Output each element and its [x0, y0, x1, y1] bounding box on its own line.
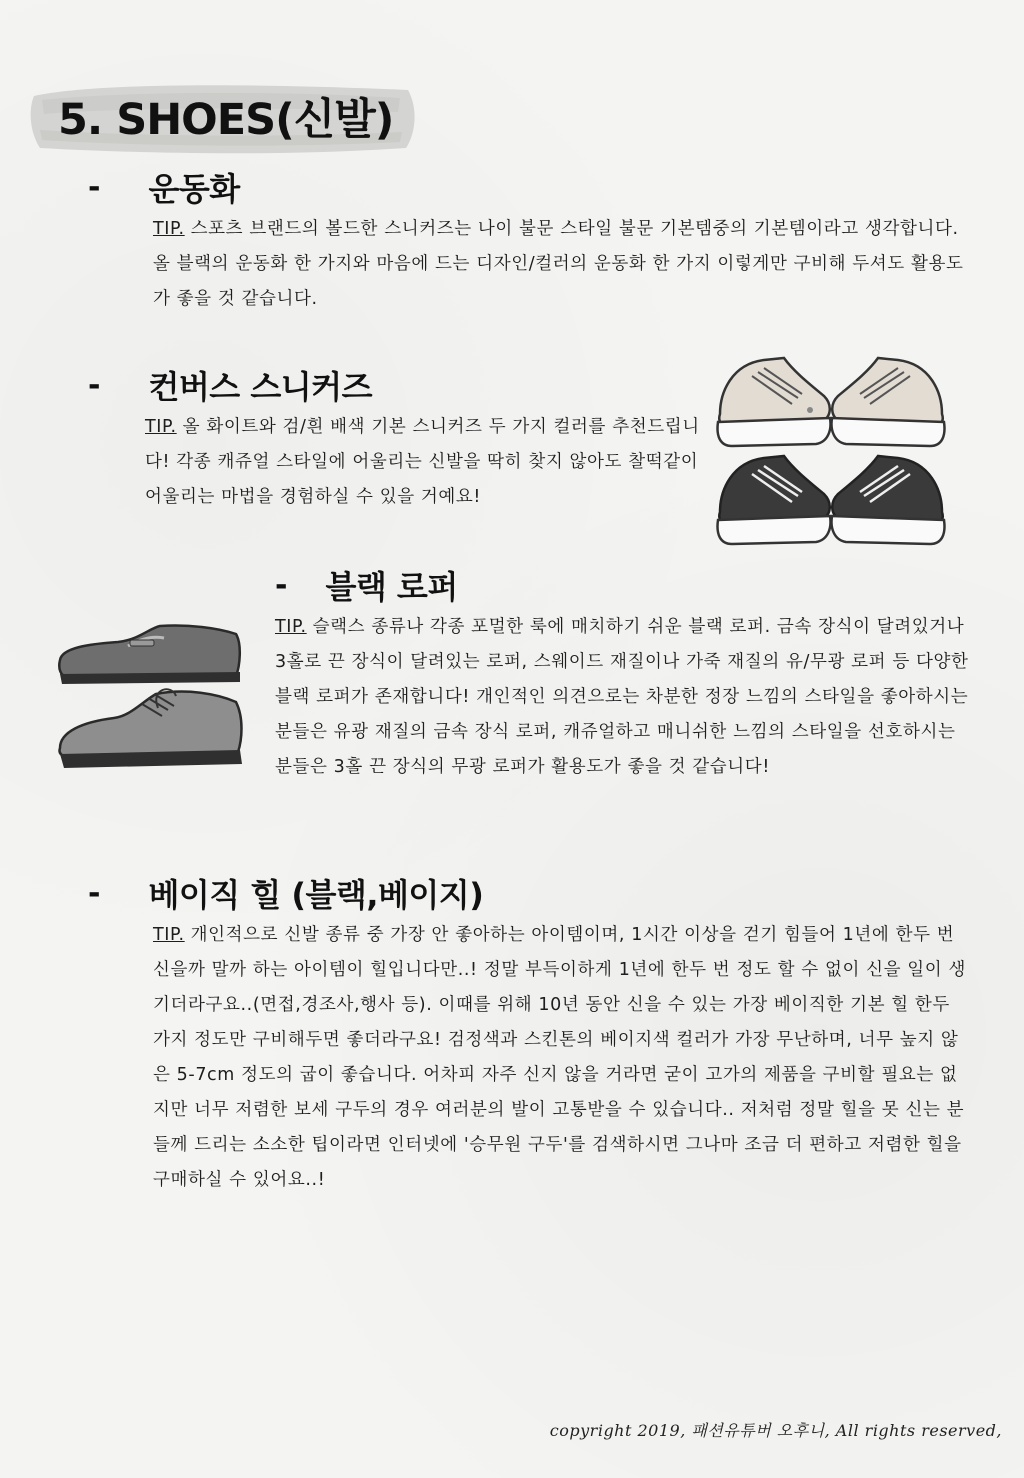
page-title: 5. SHOES(신발)	[58, 95, 394, 145]
heading-text: 블랙 로퍼	[325, 568, 458, 606]
derby-shoe-icon	[59, 689, 242, 768]
tip-label: TIP.	[145, 417, 177, 437]
section-heading-sneakers	[88, 164, 240, 210]
loafer-icon	[59, 625, 240, 684]
tip-paragraph-loafers	[275, 610, 975, 785]
tip-text: 스포츠 브랜드의 볼드한 스니커즈는 나이 불문 스타일 불문 기본템중의 기본템이라고 생각합니다. 올 블랙의 운동화 한 가지와 마음에 드는 디자인/컬러의 운동화 한 가지 이렇게만 구비해 두셔도 활용도가 좋을 것 같습니다.	[153, 219, 964, 309]
section-heading-converse	[88, 362, 372, 408]
tip-text: 개인적으로 신발 종류 중 가장 안 좋아하는 아이템이며, 1시간 이상을 걷기 힘들어 1년에 한두 번 신을까 말까 하는 아이템이 힐입니다만..! 정말 부득이하게 1년에 한두 번 정도 할 수 없이 신을 일이 생기더라구요..(면접,경조사,행사 등). 이때를 위해 10년 동안 신을 수 있는 가장 베이직한 기본 힐 한두 가지 정도만 구비해두면 좋더라구요! 검정색과 스킨톤의 베이지색 컬러가 가장 무난하며, 너무 높지 않은 5-7cm 정도의 굽이 좋습니다. 어차피 자주 신지 않을 거라면 굳이 고가의 제품을 구비할 필요는 없지만 너무 저렴한 보세 구두의 경우 여러분의 발이 고통받을 수 있습니다.. 저처럼 정말 힐을 못 신는 분들께 드리는 소소한 팁이라면 인터넷에 '승무원 구두'를 검색하시면 그나마 조금 더 편하고 저렴한 힐을 구매하실 수 있어요..!	[153, 925, 966, 1190]
tip-label: TIP.	[275, 617, 307, 637]
cream-sneaker-right-icon	[832, 358, 945, 446]
copyright-notice: copyright 2019, 패션유튜버 오후니, All rights reserved,	[549, 1421, 1002, 1440]
tip-text: 올 화이트와 검/흰 배색 기본 스니커즈 두 가지 컬러를 추천드립니다! 각종 캐쥬얼 스타일에 어울리는 신발을 딱히 찾지 않아도 찰떡같이 어울리는 마법을 경험하실 수 있을 거예요!	[145, 417, 700, 507]
heading-text: 컨버스 스니커즈	[148, 368, 372, 406]
section-heading-loafers	[275, 562, 458, 608]
section-heading-heels	[88, 870, 483, 916]
heading-text: 베이직 힐 (블랙,베이지)	[148, 876, 484, 914]
heading-dash: -	[88, 169, 101, 205]
tip-paragraph-heels	[153, 918, 971, 1198]
black-sneaker-right-icon	[832, 456, 945, 544]
heading-text: 운동화	[148, 170, 240, 208]
tip-label: TIP.	[153, 219, 185, 239]
heading-dash: -	[88, 367, 101, 403]
tip-label: TIP.	[153, 925, 185, 945]
heading-dash: -	[275, 567, 288, 603]
tip-text: 슬랙스 종류나 각종 포멀한 룩에 매치하기 쉬운 블랙 로퍼. 금속 장식이 달려있거나 3홀로 끈 장식이 달려있는 로퍼, 스웨이드 재질이나 가죽 재질의 유/무광 로퍼 등 다양한 블랙 로퍼가 존재합니다! 개인적인 의견으로는 차분한 정장 느낌의 스타일을 좋아하시는 분들은 유광 재질의 금속 장식 로퍼, 캐쥬얼하고 매니쉬한 느낌의 스타일을 선호하시는 분들은 3홀 끈 장식의 무광 로퍼가 활용도가 좋을 것 같습니다!	[275, 617, 969, 777]
sneakers-illustration	[712, 352, 952, 552]
loafers-illustration	[58, 618, 248, 778]
black-sneaker-left-icon	[718, 456, 831, 544]
tip-paragraph-sneakers	[153, 212, 973, 317]
tip-paragraph-converse	[145, 410, 700, 515]
cream-sneaker-left-icon	[718, 358, 831, 446]
heading-dash: -	[88, 875, 101, 911]
